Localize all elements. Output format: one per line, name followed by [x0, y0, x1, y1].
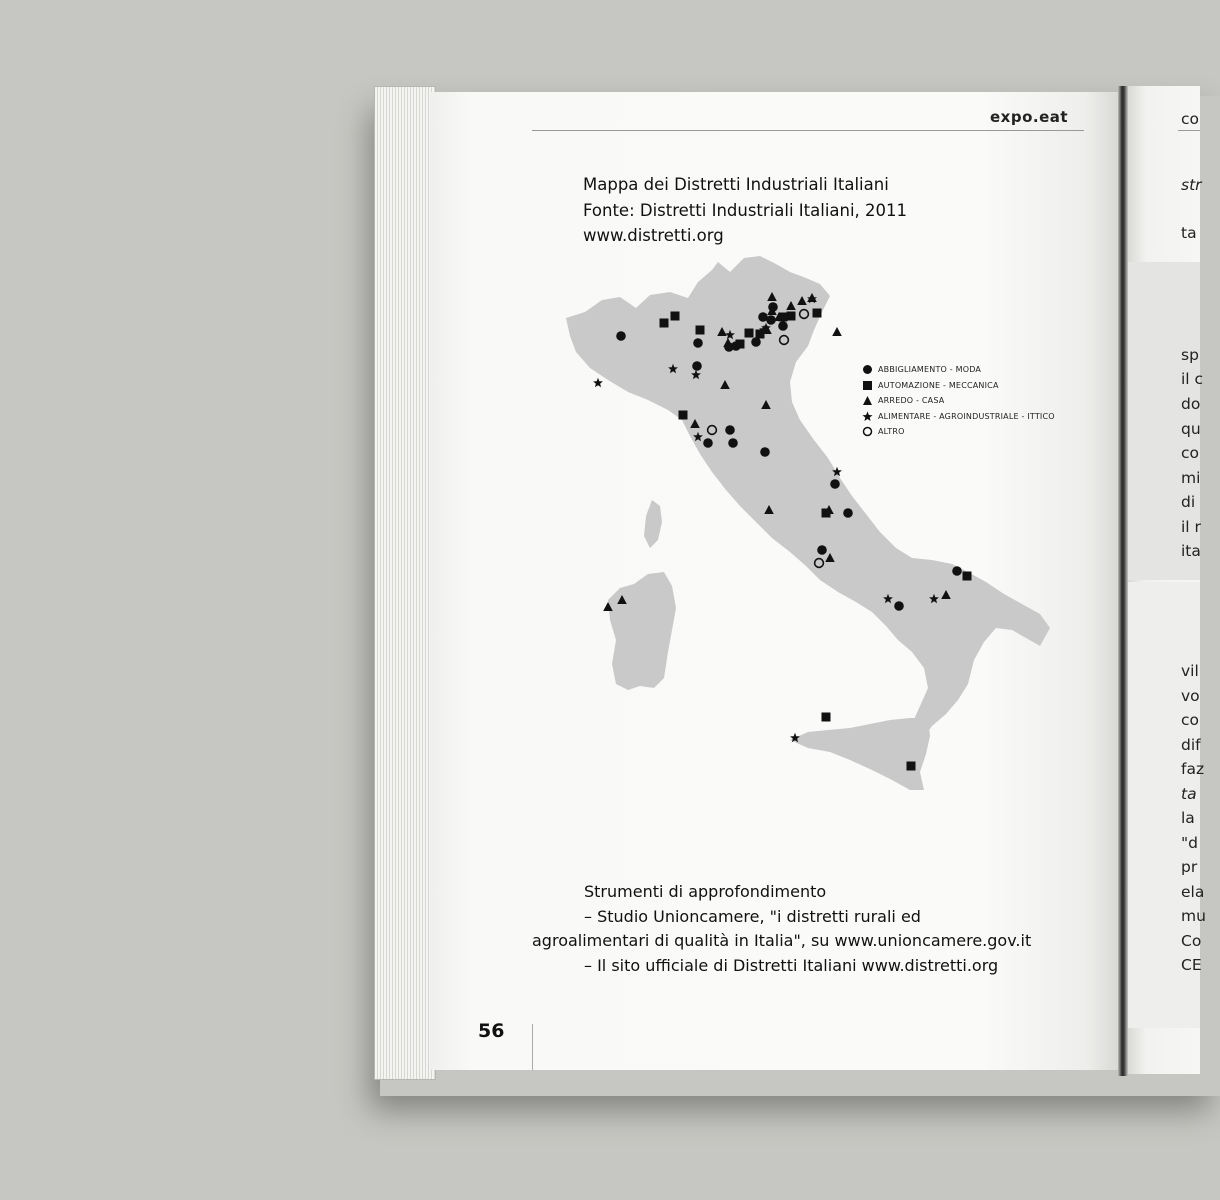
facing-page-line: il c — [1181, 370, 1204, 388]
moda-district-marker — [693, 338, 703, 348]
meccanica-district-marker — [907, 762, 916, 771]
meccanica-district-marker — [736, 340, 745, 349]
italy-map — [540, 250, 1070, 810]
meccanica-district-marker — [813, 309, 822, 318]
page-edges — [374, 86, 436, 1080]
meccanica-district-marker — [822, 713, 831, 722]
star-marker-icon — [862, 411, 873, 422]
sicily-shape — [790, 718, 930, 790]
facing-page-line: CE — [1181, 956, 1202, 974]
page-number: 56 — [478, 1020, 505, 1042]
moda-district-marker — [760, 447, 770, 457]
facing-page-line: mu — [1181, 907, 1206, 925]
meccanica-district-marker — [779, 313, 788, 322]
moda-district-marker — [894, 601, 904, 611]
moda-district-marker — [616, 331, 626, 341]
moda-district-marker — [778, 321, 788, 331]
meccanica-district-marker — [822, 509, 831, 518]
map-legend — [862, 362, 1055, 440]
map-caption — [583, 172, 907, 249]
meccanica-district-marker — [671, 312, 680, 321]
facing-page-line: di — [1181, 493, 1196, 511]
italy-map-svg — [540, 250, 1070, 810]
facing-page-line: str — [1181, 176, 1202, 194]
facing-page-line: qu — [1181, 420, 1201, 438]
meccanica-district-marker — [787, 312, 796, 321]
caption-url[interactable]: www.distretti.org — [583, 226, 724, 245]
meccanica-district-marker — [679, 411, 688, 420]
facing-page-line: "d — [1181, 834, 1198, 852]
facing-page-line: Co — [1181, 932, 1202, 950]
facing-page-line: co — [1181, 110, 1200, 128]
folio-rule — [532, 1024, 533, 1070]
moda-district-marker — [830, 479, 840, 489]
reference-line: – Studio Unioncamere, "i distretti rurali ed agroalimentari di qualità in Italia", su www.unioncamere.gov.it — [532, 906, 1032, 950]
references-section — [532, 880, 1032, 978]
triangle-marker-icon — [862, 395, 873, 406]
legend-item-altro — [862, 424, 1055, 440]
facing-page-line: do — [1181, 395, 1201, 413]
casa-district-marker — [832, 327, 842, 336]
facing-page-line: il r — [1181, 518, 1201, 536]
meccanica-district-marker — [963, 572, 972, 581]
facing-page-line: ita — [1181, 542, 1201, 560]
facing-page-line: ta — [1181, 224, 1197, 242]
open-circle-marker-icon — [862, 426, 873, 437]
legend-item-moda — [862, 362, 1055, 378]
header-rule — [532, 130, 1084, 131]
caption-title: Mappa dei Distretti Industriali Italiani — [583, 175, 889, 194]
legend-item-casa — [862, 393, 1055, 409]
facing-page-line: sp — [1181, 346, 1199, 364]
caption-source: Fonte: Distretti Industriali Italiani, 2011 — [583, 200, 908, 220]
facing-page-line: vil — [1181, 662, 1199, 680]
legend-label: ALIMENTARE - AGROINDUSTRIALE - ITTICO — [878, 411, 1055, 421]
moda-district-marker — [728, 438, 738, 448]
running-head: expo.eat — [990, 108, 1069, 126]
facing-page-line: vo — [1181, 687, 1200, 705]
legend-label: ABBIGLIAMENTO - MODA — [878, 365, 982, 375]
circle-marker-icon — [862, 364, 873, 375]
facing-page-line: dif — [1181, 736, 1201, 754]
facing-page-line: ela — [1181, 883, 1205, 901]
meccanica-district-marker — [696, 326, 705, 335]
moda-district-marker — [952, 566, 962, 576]
legend-item-meccanica — [862, 378, 1055, 394]
facing-page-line: faz — [1181, 760, 1205, 778]
square-marker-icon — [862, 380, 873, 391]
meccanica-district-marker — [745, 329, 754, 338]
moda-district-marker — [751, 337, 761, 347]
legend-item-alimentare — [862, 409, 1055, 425]
meccanica-district-marker — [660, 319, 669, 328]
moda-district-marker — [817, 545, 827, 555]
facing-page-line: ta — [1181, 785, 1197, 803]
reference-item-unioncamere — [532, 905, 1032, 954]
facing-page-line: mi — [1181, 469, 1201, 487]
corsica-shape — [644, 500, 662, 548]
facing-page-line: pr — [1181, 858, 1198, 876]
references-title: Strumenti di approfondimento — [584, 882, 827, 901]
sardinia-shape — [608, 572, 676, 690]
moda-district-marker — [692, 361, 702, 371]
facing-page-line: la — [1181, 809, 1195, 827]
reference-item-distretti: – Il sito ufficiale di Distretti Italiani www.distretti.org — [584, 955, 999, 975]
moda-district-marker — [725, 425, 735, 435]
moda-district-marker — [843, 508, 853, 518]
legend-label: ARREDO - CASA — [878, 396, 945, 406]
legend-label: AUTOMAZIONE - MECCANICA — [878, 380, 999, 390]
book-gutter — [1118, 86, 1128, 1076]
moda-district-marker — [766, 315, 776, 325]
right-page-rule — [1178, 130, 1200, 131]
alimentare-district-marker — [593, 378, 603, 387]
legend-label: ALTRO — [878, 427, 905, 437]
facing-page-line: co — [1181, 444, 1200, 462]
facing-page-line: co — [1181, 711, 1200, 729]
moda-district-marker — [703, 438, 713, 448]
